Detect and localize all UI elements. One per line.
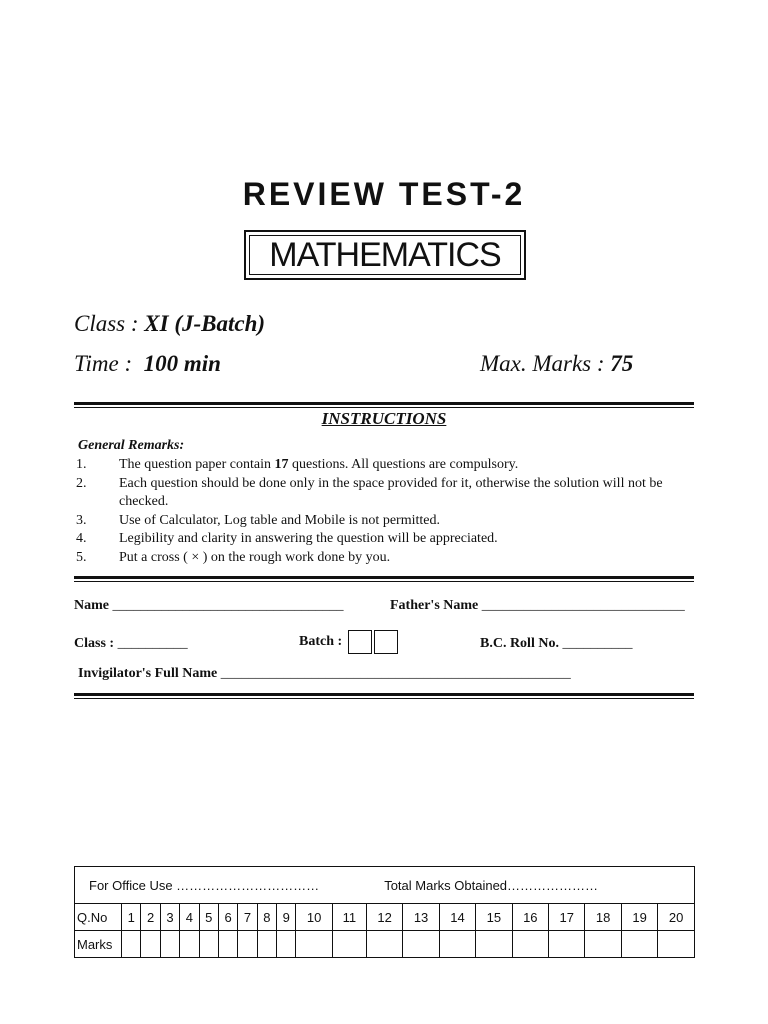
max-marks-value: 75 (610, 351, 634, 376)
class-info (74, 311, 265, 337)
marks-cell[interactable] (218, 931, 237, 958)
list-item (76, 512, 696, 531)
qno-label: Q.No (75, 904, 122, 931)
item-text: Use of Calculator, Log table and Mobile is not permitted. (119, 512, 440, 528)
marks-cell[interactable] (160, 931, 179, 958)
divider (74, 698, 694, 699)
item-text: Each question should be done only in the space provided for it, otherwise the solution will not be checked. (119, 475, 663, 509)
question-number-cell: 10 (296, 904, 332, 931)
office-header-cell (75, 867, 695, 904)
time-info (74, 351, 221, 377)
marks-cell[interactable] (122, 931, 141, 958)
name-field[interactable] (74, 598, 344, 614)
item-number: 2. (76, 475, 87, 491)
marks-cell[interactable] (141, 931, 160, 958)
question-number-cell: 18 (585, 904, 621, 931)
divider (74, 693, 694, 696)
question-number-cell: 16 (512, 904, 548, 931)
marks-cell[interactable] (366, 931, 402, 958)
question-number-cell: 19 (621, 904, 657, 931)
divider (74, 576, 694, 579)
marks-cell[interactable] (199, 931, 218, 958)
class-field-label: Class : (74, 636, 115, 651)
marks-cell[interactable] (585, 931, 621, 958)
marks-cell[interactable] (238, 931, 257, 958)
question-number-row (75, 904, 695, 931)
office-use-label: For Office Use …………………………… (89, 877, 320, 893)
batch-label: Batch : (299, 634, 343, 650)
office-header-row (75, 867, 695, 904)
marks-cell[interactable] (658, 931, 695, 958)
roll-number-field[interactable] (480, 636, 632, 652)
father-name-label: Father's Name (390, 598, 479, 613)
max-marks-info (480, 351, 633, 377)
marks-row (75, 931, 695, 958)
divider (74, 407, 694, 408)
class-field[interactable] (74, 636, 188, 652)
question-number-cell: 2 (141, 904, 160, 931)
question-number-cell: 7 (238, 904, 257, 931)
marks-cell[interactable] (180, 931, 199, 958)
marks-cell[interactable] (296, 931, 332, 958)
item-number: 5. (76, 549, 87, 565)
class-blank[interactable]: __________ (117, 636, 188, 651)
marks-cell[interactable] (403, 931, 439, 958)
time-value: 100 min (143, 351, 221, 376)
question-number-cell: 13 (403, 904, 439, 931)
marks-cell[interactable] (621, 931, 657, 958)
marks-cell[interactable] (476, 931, 512, 958)
instruction-list (76, 456, 696, 567)
question-number-cell: 1 (122, 904, 141, 931)
question-number-cell: 5 (199, 904, 218, 931)
question-number-cell: 6 (218, 904, 237, 931)
invigilator-blank[interactable]: __________________________________________________ (220, 666, 571, 681)
question-number-cell: 8 (257, 904, 276, 931)
class-value: XI (J-Batch) (144, 311, 266, 336)
question-number-cell: 11 (332, 904, 366, 931)
item-number: 4. (76, 531, 87, 546)
father-name-field[interactable] (390, 598, 685, 614)
marks-cell[interactable] (439, 931, 475, 958)
item-number: 3. (76, 512, 87, 528)
name-label: Name (74, 598, 109, 613)
subject-title: MATHEMATICS (249, 235, 521, 275)
list-item (76, 530, 696, 549)
list-item (76, 549, 696, 568)
question-number-cell: 4 (180, 904, 199, 931)
list-item (76, 456, 696, 475)
roll-number-label: B.C. Roll No. (480, 636, 559, 651)
test-title: REVIEW TEST-2 (242, 176, 526, 212)
office-use-table (74, 866, 695, 958)
question-number-cell: 17 (549, 904, 585, 931)
item-text: Put a cross ( × ) on the rough work done by you. (119, 549, 391, 565)
divider (74, 581, 694, 582)
question-number-cell: 15 (476, 904, 512, 931)
batch-field[interactable] (299, 630, 398, 654)
item-text: The question paper contain 17 questions. All questions are compulsory. (119, 457, 519, 472)
subject-box (244, 230, 526, 280)
max-marks-label: Max. Marks : (480, 351, 605, 376)
marks-cell[interactable] (257, 931, 276, 958)
invigilator-field[interactable] (78, 666, 571, 682)
time-label: Time : (74, 351, 133, 376)
marks-cell[interactable] (549, 931, 585, 958)
marks-cell[interactable] (277, 931, 296, 958)
question-number-cell: 3 (160, 904, 179, 931)
divider (74, 402, 694, 405)
father-name-blank[interactable]: _____________________________ (481, 598, 685, 613)
question-number-cell: 14 (439, 904, 475, 931)
roll-number-blank[interactable]: __________ (562, 636, 633, 651)
class-label: Class : (74, 311, 139, 336)
instructions-title: INSTRUCTIONS (321, 409, 447, 428)
item-number: 1. (76, 457, 87, 472)
name-blank[interactable]: _________________________________ (112, 598, 344, 613)
list-item (76, 475, 696, 512)
invigilator-label: Invigilator's Full Name (78, 666, 218, 681)
question-number-cell: 9 (277, 904, 296, 931)
marks-label: Marks (75, 931, 122, 958)
general-remarks-title: General Remarks: (78, 438, 185, 453)
batch-box[interactable] (374, 630, 398, 654)
batch-box[interactable] (348, 630, 372, 654)
item-text: Legibility and clarity in answering the question will be appreciated. (119, 531, 498, 546)
marks-cell[interactable] (332, 931, 366, 958)
question-number-cell: 12 (366, 904, 402, 931)
total-marks-label: Total Marks Obtained………………… (384, 877, 599, 893)
question-number-cell: 20 (658, 904, 695, 931)
marks-cell[interactable] (512, 931, 548, 958)
